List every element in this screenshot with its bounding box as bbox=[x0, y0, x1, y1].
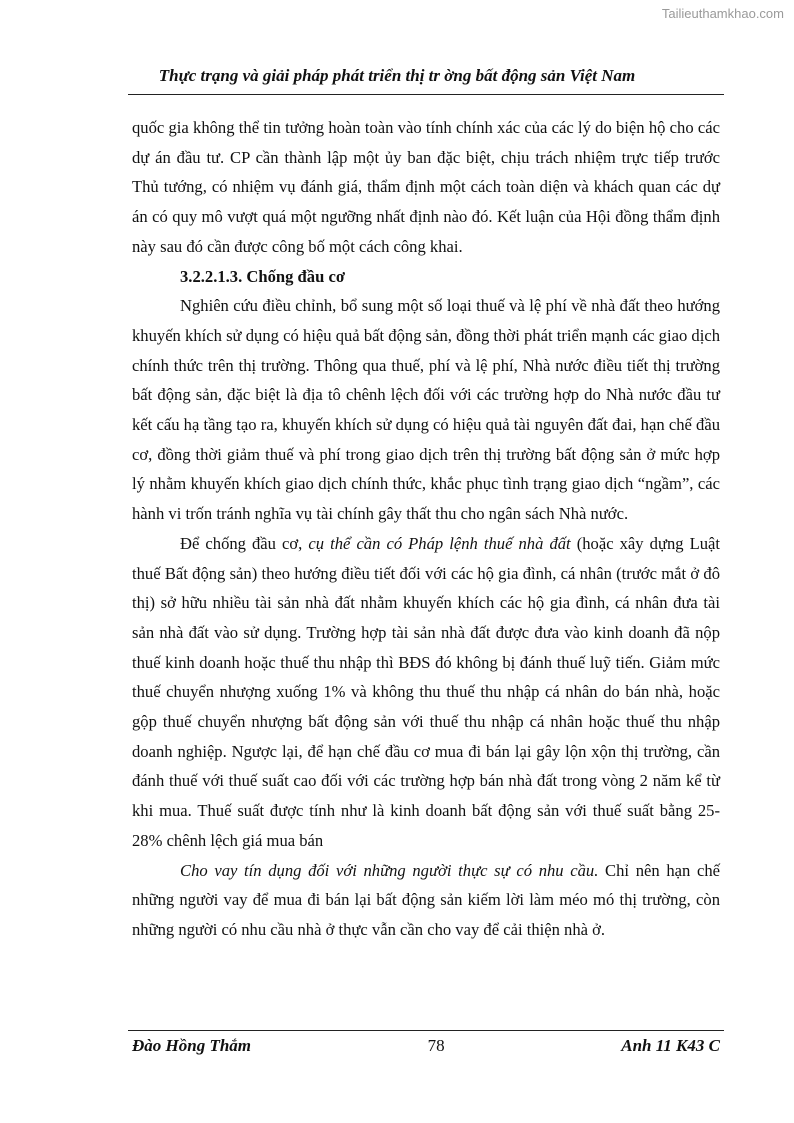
page-number: 78 bbox=[427, 1036, 445, 1055]
footer-divider bbox=[128, 1030, 724, 1031]
paragraph-anti-speculation bbox=[132, 529, 720, 856]
watermark: Tailieuthamkhao.com bbox=[661, 6, 784, 21]
emphasis-ordinance: cụ thể cần có Pháp lệnh thuế nhà đất bbox=[308, 533, 571, 553]
section-heading: 3.2.2.1.3. Chống đầu cơ bbox=[180, 266, 346, 286]
paragraph-credit bbox=[132, 856, 720, 945]
footer-author: Đào Hồng Thắm bbox=[132, 1036, 252, 1055]
page-body bbox=[132, 113, 720, 945]
footer-class: Anh 11 K43 C bbox=[621, 1036, 720, 1055]
header-divider bbox=[128, 94, 724, 95]
running-header-title: Thực trạng và giải pháp phát triển thị tr ờng bất động sản Việt Nam bbox=[158, 66, 636, 85]
emphasis-credit: Cho vay tín dụng đối với những người thực sự có nhu cầu. bbox=[180, 860, 599, 880]
paragraph-continuation: quốc gia không thể tin tưởng hoàn toàn vào tính chính xác của các lý do biện hộ cho các dự án đầu tư. CP cần thành lập một ủy ban đặc biệt, chịu trách nhiệm trực tiếp trước Thủ tướng, có nhiệm vụ đánh giá, thẩm định một cách toàn diện và khách quan các dự án có quy mô vượt quá một ngưỡng nhất định nào đó. Kết luận của Hội đồng thẩm định này sau đó cần được công bố một cách công khai. bbox=[132, 118, 720, 256]
paragraph-tax-measures: Nghiên cứu điều chỉnh, bổ sung một số loại thuế và lệ phí về nhà đất theo hướng khuyến khích sử dụng có hiệu quả bất động sản, đồng thời phát triển mạnh các giao dịch chính thức trên thị trường. Thông qua thuế, phí và lệ phí, Nhà nước điều tiết thị trường bất động sản, đặc biệt là địa tô chênh lệch đối với các trường hợp do Nhà nước đầu tư kết cấu hạ tầng tạo ra, khuyến khích sử dụng có hiệu quả tài nguyên đất đai, hạn chế đầu cơ, đồng thời giảm thuế và phí trong giao dịch trên thị trường bất động sản ở mức hợp lý nhằm khuyến khích giao dịch chính thức, khắc phục tình trạng giao dịch “ngầm”, các hành vi trốn tránh nghĩa vụ tài chính gây thất thu cho ngân sách Nhà nước. bbox=[132, 296, 720, 524]
paragraph-lead: Để chống đầu cơ, bbox=[180, 533, 309, 553]
paragraph-text: (hoặc xây dựng Luật thuế Bất động sản) theo hướng điều tiết đối với các hộ gia đình, cá nhân (trước mắt ở đô thị) sở hữu nhiều tài sản nhà đất nhằm khuyến khích các hộ gia đình, cá nhân đưa tài sản nhà đất vào sử dụng. Trường hợp tài sản nhà đất được đưa vào kinh doanh đã nộp thuế kinh doanh hoặc thuế thu nhập thì BĐS đó không bị đánh thuế luỹ tiến. Giảm mức thuế chuyển nhượng xuống 1% và không thu thuế thu nhập cá nhân do bán nhà, hoặc gộp thuế chuyển nhượng bất động sản với thuế thu nhập cá nhân hoặc thuế thu nhập doanh nghiệp. Ngược lại, để hạn chế đầu cơ mua đi bán lại gây lộn xộn thị trường, cần đánh thuế với thuế suất cao đối với các trường hợp bán nhà đất trong vòng 2 năm kể từ khi mua. Thuế suất được tính như là kinh doanh bất động sản với thuế suất bằng 25-28% chênh lệch giá mua bán bbox=[132, 533, 720, 850]
paragraph-text: Chỉ nên hạn chế những người vay để mua đi bán lại bất động sản kiếm lời làm méo mó thị trường, còn những người có nhu cầu nhà ở thực vẫn cần cho vay để cải thiện nhà ở. bbox=[132, 860, 720, 939]
page-footer bbox=[132, 1036, 720, 1056]
